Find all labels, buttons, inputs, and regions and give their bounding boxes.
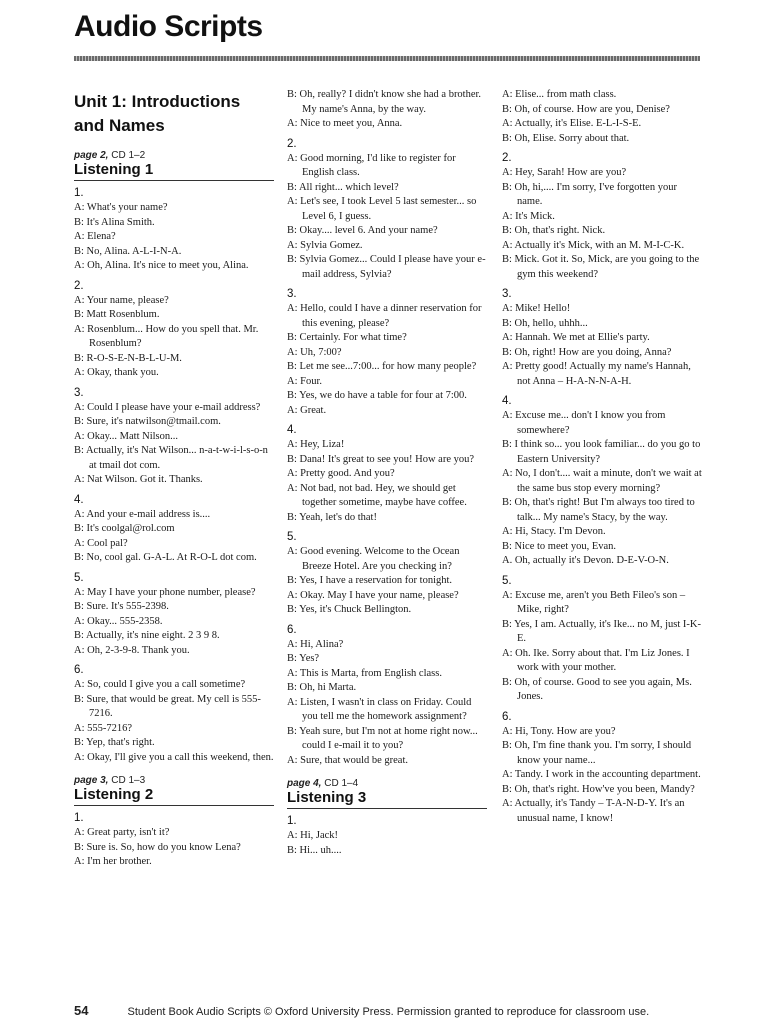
dialogue-line: A: Your name, please? — [74, 294, 169, 306]
header-rule — [74, 56, 700, 61]
dialogue-line: A: Four. — [287, 375, 323, 387]
exercise-number: 5. — [287, 531, 297, 543]
dialogue-line: B: Oh, that's right. Nick. — [502, 225, 606, 236]
page-number: 54 — [74, 1003, 89, 1018]
dialogue-line: A: Great party, isn't it? — [74, 827, 170, 838]
exercise-number: 3. — [502, 288, 512, 300]
exercise-number: 6. — [287, 623, 297, 636]
dialogue-line: B: Oh, of course. Good to see you again, Ms. Jones. — [502, 676, 692, 702]
dialogue-line: B: Sylvia Gomez... Could I please have your e-mail address, Sylvia? — [287, 254, 486, 280]
dialogue-line: B: Actually, it's Nat Wilson... n-a-t-w-i-l-s-o-n at tmail dot com. — [74, 445, 268, 471]
dialogue-line: A: Oh. Ike. Sorry about that. I'm Liz Jones. I work with your mother. — [502, 647, 690, 673]
dialogue-line: B: Hi... uh.... — [287, 844, 342, 856]
dialogue-line: A: Actually, it's Tandy – T-A-N-D-Y. It's an unusual name, I know! — [502, 798, 685, 824]
dialogue-line: B: Yes? — [287, 653, 320, 664]
page-reference — [287, 778, 487, 789]
page-reference — [74, 775, 274, 786]
dialogue-line: B: Yep, that's right. — [74, 737, 155, 748]
dialogue-line: A: Okay, thank you. — [74, 367, 159, 378]
dialogue-line: A: Sure, that would be great. — [287, 754, 409, 766]
dialogue-line: B: Oh, really? I didn't know she had a brother. My name's Anna, by the way. — [287, 89, 482, 115]
dialogue-line: A: Okay... 555-2358. — [74, 615, 163, 627]
dialogue-line: B: Oh, that's right! But I'm always too tired to talk... My name's Stacy, by the way. — [502, 497, 695, 523]
listening-title: Listening 2 — [74, 786, 274, 806]
page-ref-cd: CD 1–3 — [111, 775, 146, 786]
dialogue-line: A: Hey, Sarah! How are you? — [502, 167, 627, 178]
dialogue-line: A: Great. — [287, 404, 327, 416]
dialogue-line: A: Tandy. I work in the accounting department. — [502, 769, 701, 780]
unit-title-line: Unit 1: Introductions — [74, 92, 241, 111]
page-ref-cd: CD 1–4 — [324, 778, 359, 789]
dialogue-line: B: Oh, right! How are you doing, Anna? — [502, 346, 672, 358]
dialogue-line: A: Hannah. We met at Ellie's party. — [502, 332, 650, 343]
dialogue-line: A: Nat Wilson. Got it. Thanks. — [74, 474, 203, 485]
exercise-number: 6. — [74, 664, 84, 676]
page-ref-cd: CD 1–2 — [111, 150, 146, 161]
dialogue-line: A: Actually it's Mick, with an M. M-I-C-K. — [502, 239, 685, 251]
dialogue-line: A: Hi, Jack! — [287, 830, 339, 841]
dialogue-line: B: It's Alina Smith. — [74, 216, 155, 228]
dialogue-line: B: It's coolgal@rol.com — [74, 523, 175, 534]
page-ref-page: page 4, — [287, 778, 322, 789]
dialogue-line: B: Sure, that would be great. My cell is 555-7216. — [74, 693, 261, 719]
exercise-number: 4. — [74, 493, 84, 506]
page-footer — [74, 1003, 649, 1018]
dialogue-line: A: Cool pal? — [74, 537, 128, 549]
footer-text: Student Book Audio Scripts © Oxford University Press. Permission granted to reproduce for classroom use. — [127, 1006, 650, 1018]
dialogue-line: B: No, Alina. A-L-I-N-A. — [74, 245, 182, 257]
dialogue-line: B: Let me see...7:00... for how many people? — [287, 361, 477, 372]
dialogue-line: A: Oh, Alina. It's nice to meet you, Alina. — [74, 260, 249, 271]
dialogue-line: B: Oh, Elise. Sorry about that. — [502, 132, 630, 144]
dialogue-line: A: Excuse me, aren't you Beth Fileo's son – Mike, right? — [502, 589, 686, 615]
unit-title-line: and Names — [74, 116, 165, 135]
dialogue-line: B: Yes, it's Chuck Bellington. — [287, 604, 412, 615]
exercise-number: 3. — [74, 386, 84, 399]
dialogue-line: A: Sylvia Gomez. — [287, 239, 363, 251]
exercise-number: 2. — [287, 137, 297, 150]
dialogue-line: A: Excuse me... don't I know you from somewhere? — [502, 410, 666, 436]
dialogue-line: A: What's your name? — [74, 202, 168, 213]
dialogue-line: A. Oh, actually it's Devon. D-E-V-O-N. — [502, 555, 669, 566]
dialogue-line: A: Pretty good! Actually my name's Hannah, not Anna – H-A-N-N-A-H. — [502, 361, 691, 387]
dialogue-line: A: Elena? — [74, 231, 116, 242]
dialogue-line: A: Uh, 7:00? — [287, 346, 342, 358]
dialogue-line: A: Not bad, not bad. Hey, we should get together sometime, maybe have coffee. — [287, 482, 467, 508]
dialogue-line: A: Listen, I wasn't in class on Friday. Could you tell me the homework assignment? — [287, 696, 472, 722]
listening-title: Listening 3 — [287, 789, 487, 809]
dialogue-line: A: Let's see, I took Level 5 last semester... so Level 6, I guess. — [287, 196, 477, 222]
dialogue-line: A: Hi, Stacy. I'm Devon. — [502, 526, 606, 537]
dialogue-line: B: Oh, that's right. How've you been, Mandy? — [502, 783, 695, 795]
dialogue-line: A: No, I don't.... wait a minute, don't we wait at the same bus stop every morning? — [502, 468, 702, 494]
dialogue-line: B: Oh, hello, uhhh... — [502, 317, 588, 329]
dialogue-line: B: Matt Rosenblum. — [74, 309, 160, 320]
dialogue-line: A: This is Marta, from English class. — [287, 667, 442, 679]
dialogue-line: A: And your e-mail address is.... — [74, 508, 211, 520]
dialogue-line: B: Dana! It's great to see you! How are you? — [287, 453, 475, 465]
page-title: Audio Scripts — [74, 10, 263, 43]
dialogue-line: A: Mike! Hello! — [502, 303, 571, 314]
dialogue-line: B: Yeah sure, but I'm not at home right now... could I e-mail it to you? — [287, 725, 478, 751]
dialogue-line: B: Oh, of course. How are you, Denise? — [502, 103, 670, 115]
dialogue-line: B: Oh, hi Marta. — [287, 682, 357, 693]
unit-title — [74, 90, 274, 138]
exercise-number: 1. — [287, 815, 297, 827]
dialogue-line: A: Okay... Matt Nilson... — [74, 430, 179, 442]
dialogue-line: A: Elise... from math class. — [502, 89, 617, 100]
column-2 — [287, 88, 487, 858]
dialogue-line: A: Rosenblum... How do you spell that. Mr. Rosenblum? — [74, 323, 259, 349]
dialogue-line: A: Hello, could I have a dinner reservation for this evening, please? — [287, 303, 482, 329]
dialogue-line: B: Nice to meet you, Evan. — [502, 540, 617, 552]
exercise-number: 4. — [502, 395, 512, 407]
dialogue-line: A: Pretty good. And you? — [287, 468, 395, 479]
dialogue-line: A: Good morning, I'd like to register for English class. — [287, 152, 456, 178]
page-reference — [74, 150, 274, 161]
dialogue-line: B: Yes, we do have a table for four at 7:00. — [287, 390, 467, 401]
dialogue-line: B: Oh, I'm fine thank you. I'm sorry, I should know your name... — [502, 740, 692, 766]
dialogue-line: B: Sure is. So, how do you know Lena? — [74, 841, 241, 853]
dialogue-line: A: It's Mick. — [502, 210, 555, 222]
dialogue-line: B: Actually, it's nine eight. 2 3 9 8. — [74, 630, 220, 641]
dialogue-line: B: Yeah, let's do that! — [287, 511, 377, 523]
exercise-number: 3. — [287, 288, 297, 300]
dialogue-line: A: Hey, Liza! — [287, 439, 345, 450]
dialogue-line: B: Yes, I have a reservation for tonight. — [287, 575, 453, 586]
exercise-number: 5. — [502, 574, 512, 587]
listening-title: Listening 1 — [74, 161, 274, 181]
exercise-number: 1. — [74, 187, 84, 199]
dialogue-line: B: Sure. It's 555-2398. — [74, 601, 169, 612]
dialogue-line: B: Sure, it's natwilson@tmail.com. — [74, 416, 221, 427]
exercise-number: 6. — [502, 710, 512, 723]
dialogue-line: B: No, cool gal. G-A-L. At R-O-L dot com. — [74, 552, 257, 563]
page-ref-page: page 3, — [74, 775, 109, 786]
exercise-number: 1. — [74, 812, 84, 824]
exercise-number: 2. — [502, 152, 512, 164]
dialogue-line: A: Okay. May I have your name, please? — [287, 589, 459, 601]
dialogue-line: B: All right... which level? — [287, 181, 399, 193]
dialogue-line: A: Good evening. Welcome to the Ocean Breeze Hotel. Are you checking in? — [287, 546, 460, 572]
dialogue-line: A: Nice to meet you, Anna. — [287, 118, 403, 129]
dialogue-line: B: R-O-S-E-N-B-L-U-M. — [74, 352, 182, 364]
dialogue-line: A: Hi, Tony. How are you? — [502, 725, 616, 737]
column-1 — [74, 88, 274, 870]
dialogue-line: A: Actually, it's Elise. E-L-I-S-E. — [502, 118, 642, 129]
dialogue-line: A: Hi, Alina? — [287, 638, 344, 650]
dialogue-line: A: Could I please have your e-mail address? — [74, 401, 261, 413]
dialogue-line: B: Oh, hi,.... I'm sorry, I've forgotten your name. — [502, 181, 677, 207]
dialogue-line: B: Mick. Got it. So, Mick, are you going to the gym this weekend? — [502, 254, 700, 280]
dialogue-line: A: I'm her brother. — [74, 856, 152, 867]
dialogue-line: A: So, could I give you a call sometime? — [74, 679, 246, 690]
dialogue-line: B: I think so... you look familiar... do you go to Eastern University? — [502, 439, 701, 465]
exercise-number: 5. — [74, 571, 84, 584]
page-ref-page: page 2, — [74, 150, 109, 161]
exercise-number: 2. — [74, 279, 84, 292]
dialogue-line: B: Certainly. For what time? — [287, 332, 407, 343]
dialogue-line: A: Okay, I'll give you a call this weekend, then. — [74, 751, 274, 763]
exercise-number: 4. — [287, 424, 297, 436]
dialogue-line: B: Yes, I am. Actually, it's Ike... no M, just I-K-E. — [502, 618, 701, 644]
dialogue-line: A: 555-7216? — [74, 722, 133, 734]
dialogue-line: A: Oh, 2-3-9-8. Thank you. — [74, 644, 190, 656]
dialogue-line: B: Okay.... level 6. And your name? — [287, 225, 438, 236]
column-3 — [502, 88, 702, 826]
dialogue-line: A: May I have your phone number, please? — [74, 586, 256, 598]
